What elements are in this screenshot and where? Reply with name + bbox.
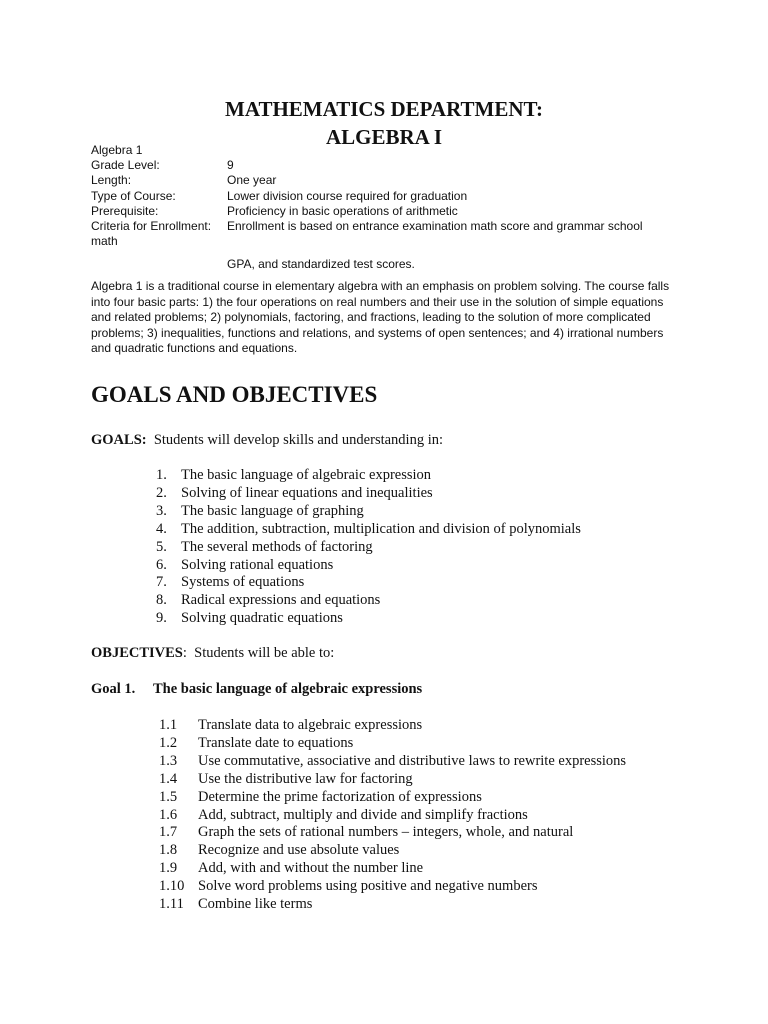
section-heading: GOALS AND OBJECTIVES	[91, 382, 378, 407]
item-text: Add, with and without the number line	[198, 860, 424, 877]
item-text: The several methods of factoring	[181, 538, 373, 555]
item-text: Systems of equations	[181, 574, 305, 591]
info-label: Length:	[91, 173, 132, 188]
goals-intro	[91, 432, 443, 449]
item-number: 1.1	[159, 717, 178, 733]
item-number: 8.	[156, 592, 167, 609]
item-text: Recognize and use absolute values	[198, 842, 400, 859]
info-label: Type of Course:	[91, 188, 176, 203]
goals-intro-text: Students will develop skills and understanding in:	[146, 432, 444, 448]
info-value: Lower division course required for graduation	[227, 188, 468, 203]
course-name: Algebra 1	[91, 143, 143, 157]
item-text: The basic language of graphing	[181, 502, 364, 519]
item-text: Translate data to algebraic expressions	[198, 717, 423, 733]
list-item	[159, 753, 626, 771]
course-info	[91, 143, 691, 273]
item-number: 1.5	[159, 788, 178, 805]
info-row-type	[91, 189, 691, 204]
intro-paragraph: Algebra 1 is a traditional course in elementary algebra with an emphasis on problem solving. The course falls into four basic parts: 1) the four operations on real numbers and their use in the solution of simple equations and related problems; 2) polynomials, factoring, and fractions, leading to the solution of more complicated problems; 3) inequalities, functions and relations, and systems of open sentences; and 4) irrational numbers and quadratic functions and equations.	[91, 279, 670, 355]
list-item	[159, 842, 626, 860]
list-item	[156, 610, 581, 628]
page-title-line-2: ALGEBRA I	[325, 125, 443, 149]
info-label: Grade Level:	[91, 158, 160, 173]
item-text: The basic language of algebraic expression	[181, 467, 432, 483]
list-item	[159, 824, 626, 842]
list-item	[156, 557, 581, 575]
objectives-list	[159, 717, 626, 914]
info-label: Criteria for Enrollment:	[91, 219, 212, 234]
item-number: 1.3	[159, 752, 178, 769]
list-item	[159, 807, 626, 825]
item-text: Use the distributive law for factoring	[198, 770, 413, 787]
info-value: One year	[227, 173, 277, 188]
item-text: Solving quadratic equations	[181, 610, 343, 627]
item-number: 1.	[156, 467, 167, 483]
info-value: 9	[227, 158, 234, 173]
item-text: Radical expressions and equations	[181, 592, 381, 609]
info-row-prerequisite	[91, 204, 691, 219]
list-item	[156, 521, 581, 539]
list-item	[159, 717, 626, 735]
list-item	[159, 735, 626, 753]
item-number: 5.	[156, 538, 167, 555]
goal-title: The basic language of algebraic expressions	[153, 681, 423, 697]
list-item	[159, 878, 626, 896]
item-number: 1.2	[159, 734, 178, 751]
item-text: Solving of linear equations and inequalities	[181, 484, 433, 501]
list-item	[156, 539, 581, 557]
criteria-continuation: GPA, and standardized test scores.	[227, 257, 415, 272]
item-text: Determine the prime factorization of expressions	[198, 788, 482, 805]
item-number: 1.4	[159, 770, 178, 787]
item-text: The addition, subtraction, multiplication and division of polynomials	[181, 520, 581, 537]
list-item	[159, 789, 626, 807]
goal-number: Goal 1.	[91, 681, 136, 697]
item-number: 1.8	[159, 842, 178, 859]
item-text: Translate date to equations	[198, 734, 354, 751]
list-item	[156, 592, 581, 610]
objectives-label: OBJECTIVES	[91, 645, 183, 661]
list-item	[156, 467, 581, 485]
objectives-intro-text: : Students will be able to:	[182, 645, 335, 661]
info-row-criteria	[91, 219, 691, 234]
item-text: Add, subtract, multiply and divide and simplify fractions	[198, 806, 528, 823]
goals-list	[156, 467, 581, 628]
page-title-line-1: MATHEMATICS DEPARTMENT:	[225, 97, 543, 121]
item-text: Solve word problems using positive and negative numbers	[198, 878, 538, 895]
item-number: 1.7	[159, 824, 178, 841]
list-item	[156, 503, 581, 521]
item-number: 7.	[156, 574, 167, 591]
item-number: 1.10	[159, 878, 185, 895]
item-text: Combine like terms	[198, 896, 313, 913]
item-number: 1.6	[159, 806, 178, 823]
item-text: Graph the sets of rational numbers – integers, whole, and natural	[198, 824, 574, 841]
item-number: 1.11	[159, 896, 184, 913]
list-item	[159, 771, 626, 789]
goal-heading	[91, 681, 422, 698]
criteria-wrap: math	[91, 234, 118, 249]
info-label: Prerequisite:	[91, 203, 159, 218]
list-item	[156, 574, 581, 592]
item-number: 1.9	[159, 860, 178, 877]
info-row-length	[91, 173, 691, 188]
objectives-intro	[91, 645, 334, 662]
item-number: 4.	[156, 520, 167, 537]
list-item	[159, 860, 626, 878]
item-number: 9.	[156, 610, 167, 627]
list-item	[159, 896, 626, 914]
item-text: Solving rational equations	[181, 556, 334, 573]
goals-label: GOALS:	[91, 432, 147, 448]
item-number: 2.	[156, 484, 167, 501]
info-value: Proficiency in basic operations of arithmetic	[227, 203, 458, 218]
item-number: 6.	[156, 556, 167, 573]
info-value: Enrollment is based on entrance examination math score and grammar school	[227, 219, 643, 234]
list-item	[156, 485, 581, 503]
info-row-grade	[91, 158, 691, 173]
item-number: 3.	[156, 502, 167, 519]
item-text: Use commutative, associative and distributive laws to rewrite expressions	[198, 752, 627, 769]
